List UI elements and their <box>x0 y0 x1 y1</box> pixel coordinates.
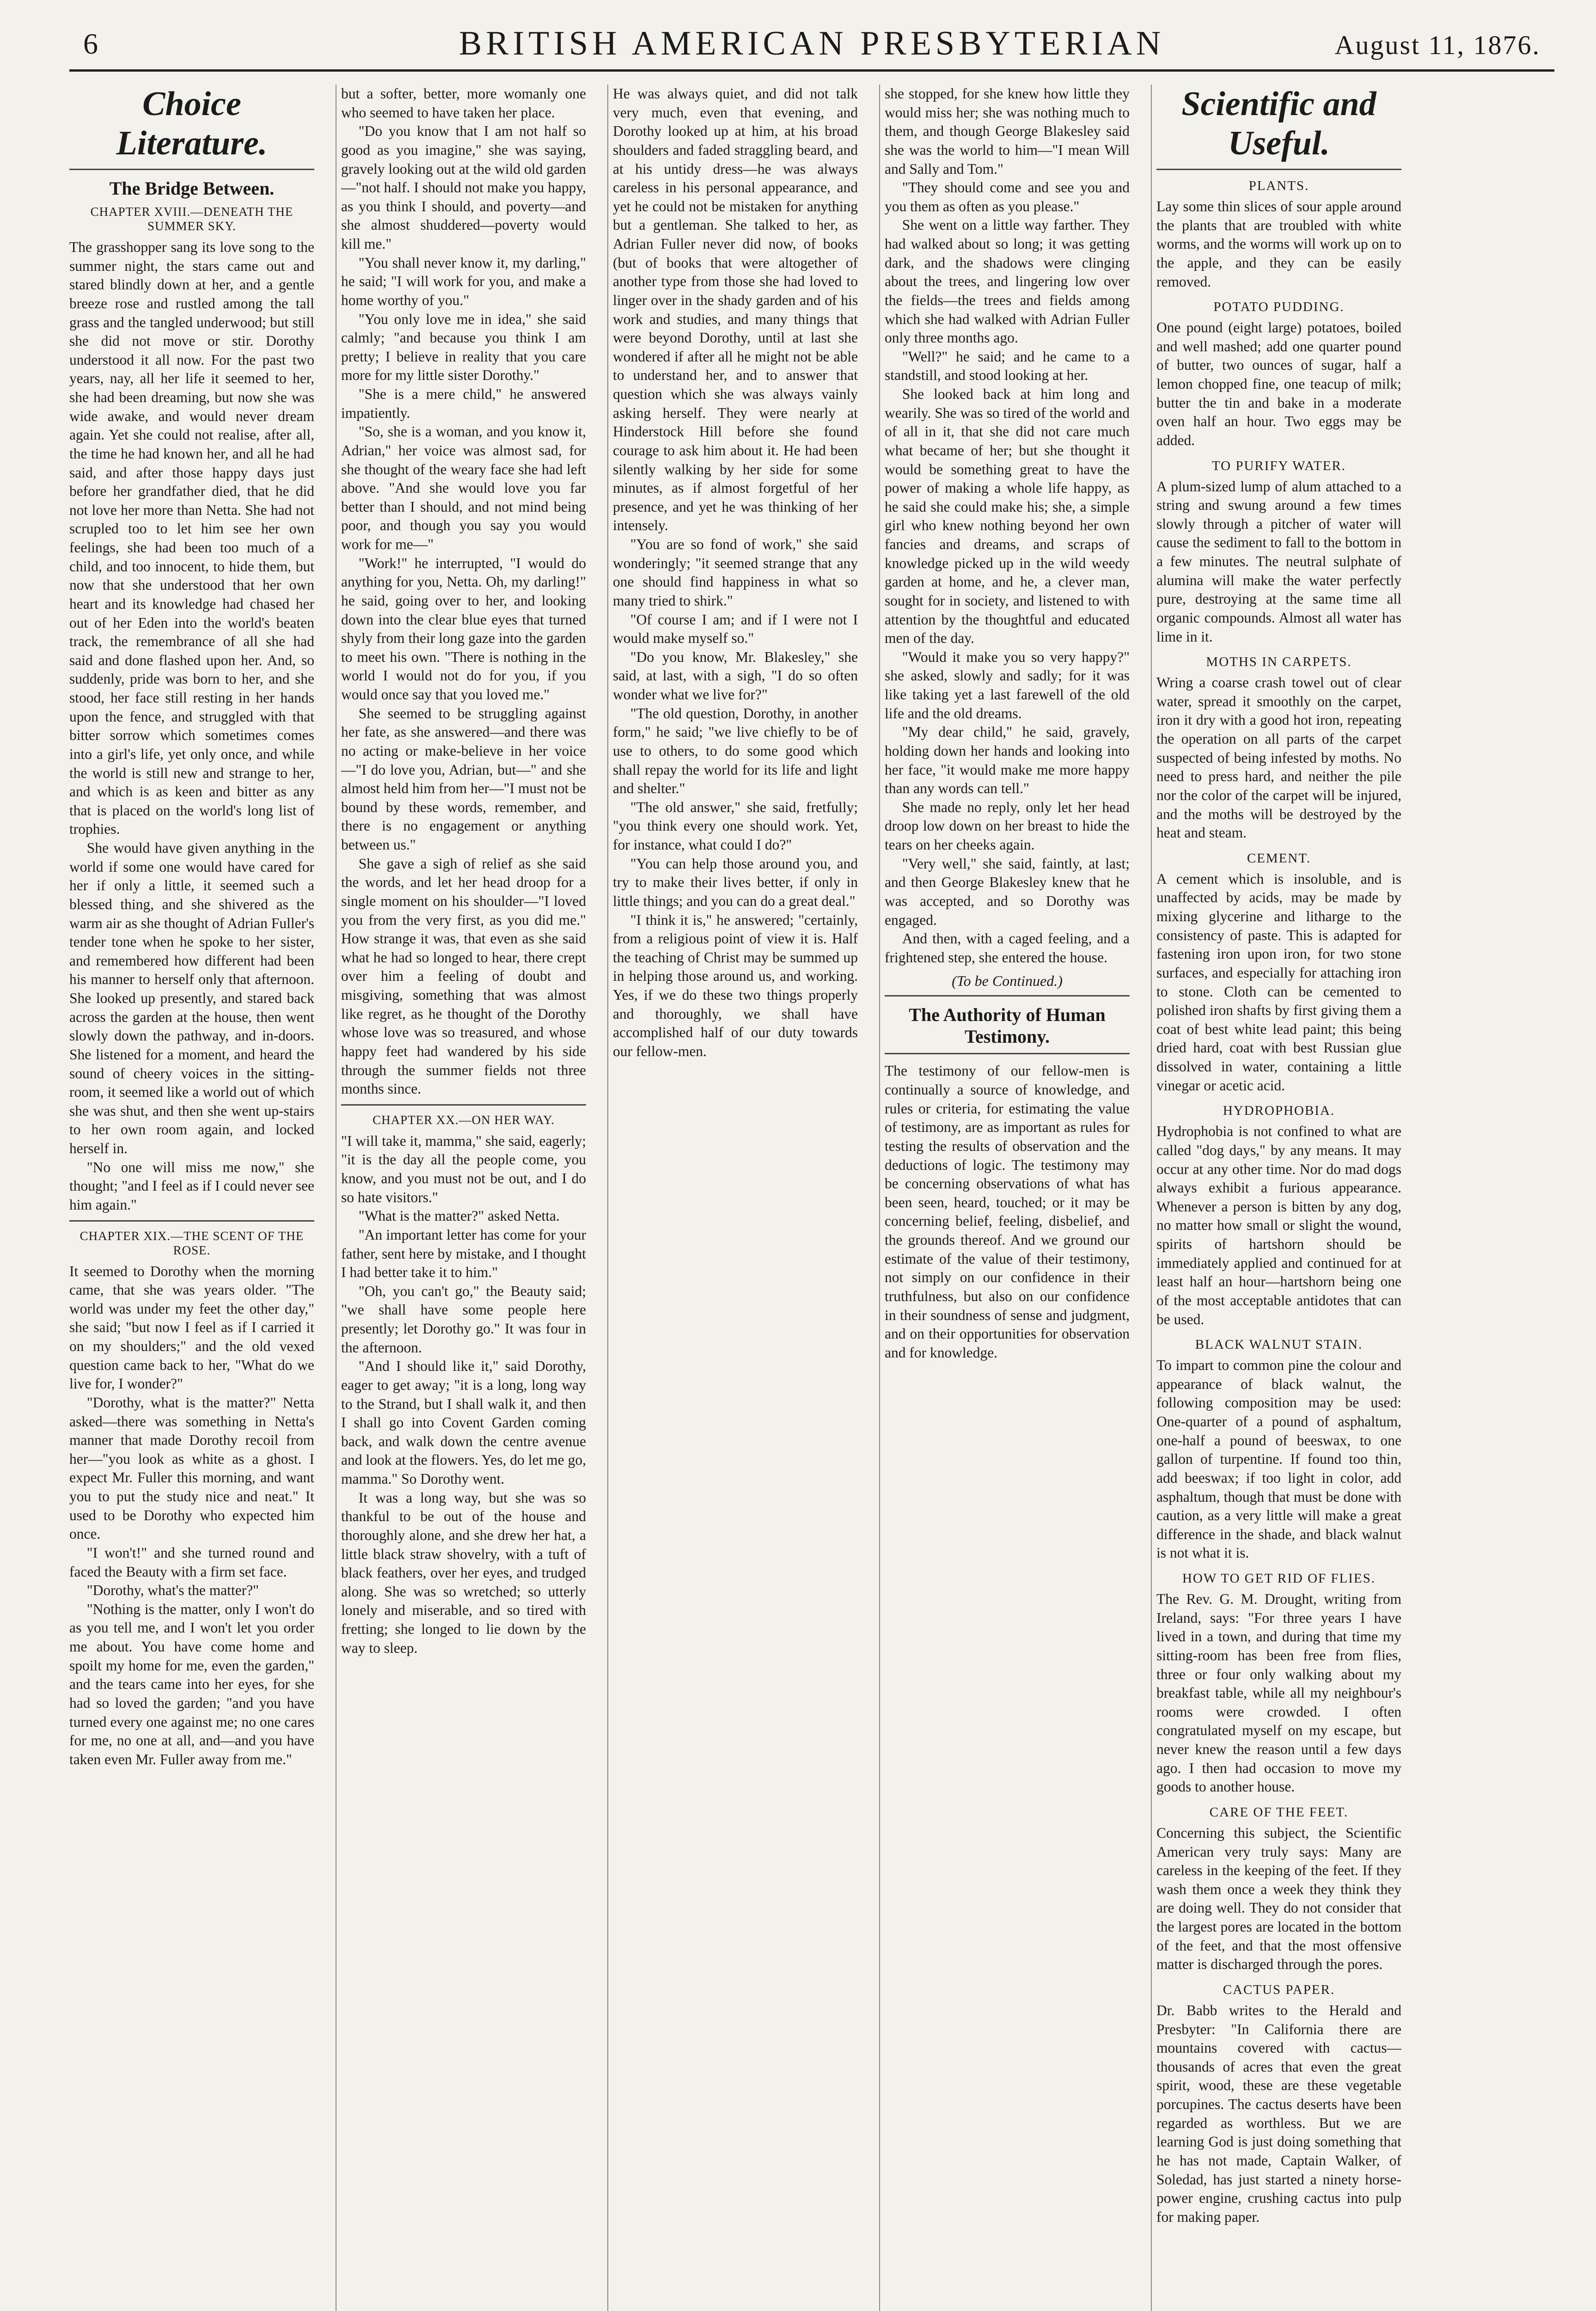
paragraph: but a softer, better, more womanly one who seemed to have taken her place. <box>341 86 586 121</box>
paragraph: "Very well," she said, faintly, at last; and then George Blakesley knew that he was accepted, and so Dorothy was engaged. <box>885 855 1130 928</box>
paragraph: "Of course I am; and if I were not I would make myself so." <box>613 611 858 647</box>
paragraph: "So, she is a woman, and you know it, Adrian," her voice was almost sad, for she thought of the weary face she had left above. "And she would love you far better than I should, and not mind being poor, and though you say you would work for me—" <box>341 423 586 552</box>
section-text: One pound (eight large) potatoes, boiled and well mashed; add one quarter pound of butter, two ounces of sugar, half a lemon chopped fine, one teacup of milk; butter the tin and bake in a moderate oven half an hour. Two eggs may be added. <box>1156 319 1401 448</box>
continued-note: (To be Continued.) <box>952 972 1063 990</box>
paragraph: It seemed to Dorothy when the morning came, that she was years older. "The world was under my feet the other day," she said; "but now I feel as if I carried it on my shoulders;" and the old vexed question came back to her, "What do we live for, I wonder?" <box>69 1263 314 1392</box>
paragraph: "Do you know that I am not half so good as you imagine," she was saying, gravely looking out at the wild old garden—"not half. I should not make you happy, as you think I should, and poverty—and she almost shuddered—poverty would kill me." <box>341 123 586 252</box>
section-heading: BLACK WALNUT STAIN. <box>1195 1337 1363 1352</box>
paragraph: "You can help those around you, and try to make their lives better, if only in little things; and you can do a great deal." <box>613 855 858 909</box>
paragraph: The grasshopper sang its love song to the summer night, the stars came out and stared blindly down at her, and a gentle breeze rose and rustled among the tall grass and the tangled underwood; but still she did not move or stir. Dorothy understood it all now. For the past two years, nay, all her life it seemed to her, she had been dreaming, but now she was wide awake, and would never dream again. Yet she could not realise, after all, the time he had known her, and all he had said, and after those happy days just before her grandfather died, that he did not love her more than Netta. She had not scrupled too to let him see her own feelings, she had been too much of a child, and too innocent, to hide them, but now that she understood that her own heart and its knowledge had chased her out of her Eden into the world's beaten track, the remembrance of all she had said and done flashed upon her. And, so suddenly, pride was born to her, and she stood, her face still resting in her hands upon the fence, and struggled with that bitter sorrow which sometimes comes into a girl's life, yet only once, and while the world is still new and strange to her, and which is as keen and bitter as any that is placed on the world's long list of trophies. <box>69 239 314 838</box>
section-heading: HOW TO GET RID OF FLIES. <box>1182 1571 1376 1586</box>
column-5 <box>1151 85 1401 2311</box>
section-heading: CACTUS PAPER. <box>1223 1982 1335 1997</box>
columns <box>69 85 1554 2311</box>
department-heading: Scientific and Useful. <box>1181 85 1376 162</box>
paragraph: She gave a sigh of relief as she said the words, and let her head droop for a single moment on his shoulder—"I loved you from the very first, as you did me." How strange it was, that even as she said what he had so longed to hear, there crept over him a feeling of doubt and misgiving, something that was almost like regret, as he thought of the Dorothy whose love was so treasured, and whose happy feet had wandered by his side through the summer fields not three months since. <box>341 855 586 1097</box>
section-heading: PLANTS. <box>1248 178 1309 193</box>
paragraph: "Well?" he said; and he came to a standstill, and stood looking at her. <box>885 348 1130 384</box>
paragraph: "I think it is," he answered; "certainly, from a religious point of view it is. Half the teaching of Christ may be summed up in helping those around us, and working. Yes, if we do these two things properly and thoroughly, we shall have accomplished half of our duty towards our fellow-men. <box>613 911 858 1059</box>
section-heading: HYDROPHOBIA. <box>1223 1103 1335 1119</box>
article-title: The Authority of Human Testimony. <box>909 1004 1106 1047</box>
paragraph: He was always quiet, and did not talk very much, even that evening, and Dorothy looked up at him, at his broad shoulders and faded straggling beard, and at his untidy dress—he was always careless in his personal appearance, and yet he could not be mistaken for anything but a gentleman. She talked to her, as Adrian Fuller never did now, of books (but of books that were altogether of another type from those she had loved to linger over in the shady garden and of his work and studies, and many things that were beyond Dorothy, until at last she wondered if after all he might not be able to understand her, and to answer that question which she was always vainly asking herself. They were nearly at Hinderstock Hill before she found courage to ask him about it. He had been silently walking by her side for some minutes, as if almost forgetful of her presence, and yet he was thinking of her intensely. <box>613 86 858 534</box>
paragraph: "I will take it, mamma," she said, eagerly; "it is the day all the people come, you know, and you must not be out, and I do so hate visitors." <box>341 1132 586 1205</box>
section-text: Hydrophobia is not confined to what are called "dog days," by any means. It may occur at any other time. Nor do mad dogs always exhibit a furious appearance. Whenever a person is bitten by any dog, no matter how small or slight the wound, spirits of hartshorn should be immediately applied and continued for at least half an hour—hartshorn being one of the most acceptable antidotes that can be used. <box>1156 1123 1401 1327</box>
paragraph: "The old question, Dorothy, in another form," he said; "we live chiefly to be of use to others, to do some good which shall repay the world for its life and light and shelter." <box>613 705 858 797</box>
paragraph: "And I should like it," said Dorothy, eager to get away; "it is a long, long way to the Strand, but I shall walk it, and then I shall go into Covent Garden coming back, and walk down the centre avenue and look at the flowers. Yes, do let me go, mamma." So Dorothy went. <box>341 1358 586 1487</box>
paragraph: "An important letter has come for your father, sent here by mistake, and I thought I had better take it to him." <box>341 1226 586 1281</box>
paragraph: "She is a mere child," he answered impatiently. <box>341 386 586 421</box>
divider <box>885 995 1130 997</box>
paragraph: "Oh, you can't go," the Beauty said; "we shall have some people here presently; let Dorothy go." It was four in the afternoon. <box>341 1283 586 1356</box>
column-4 <box>879 85 1130 2311</box>
divider <box>69 1220 314 1222</box>
paper-title: BRITISH AMERICAN PRESBYTERIAN <box>459 24 1165 62</box>
section-text: Concerning this subject, the Scientific American very truly says: Many are careless in the keeping of the feet. If they wash them once a week they think they are doing well. They do not consider that the largest pores are located in the bottom of the feet, and that the most offensive matter is discharged through the pores. <box>1156 1824 1401 1973</box>
department-heading: Choice Literature. <box>116 85 268 162</box>
column-1 <box>69 85 314 2311</box>
divider <box>1156 169 1401 170</box>
section-text: Wring a coarse crash towel out of clear water, spread it smoothly on the carpet, iron it dry with a good hot iron, repeating the operation on all parts of the carpet suspected of being infested by moths. No need to press hard, and neither the pile nor the color of the carpet will be injured, and the moths will be destroyed by the heat and steam. <box>1156 674 1401 841</box>
divider <box>69 169 314 170</box>
section-heading: CARE OF THE FEET. <box>1209 1804 1349 1820</box>
paragraph: "The old answer," she said, fretfully; "you think every one should work. Yet, for instance, what could I do?" <box>613 799 858 853</box>
chapter-heading: CHAPTER XIX.—THE SCENT OF THE ROSE. <box>79 1229 304 1257</box>
masthead <box>69 18 1554 72</box>
section-text: Dr. Babb writes to the Herald and Presbyter: "In California there are mountains covered with cactus—thousands of acres that even the great spirit, wood, these are these vegetable porcupines. The cactus deserts have been regarded as worthless. But we are learning God is just doing something that he has not made, Captain Walker, of Soledad, has just started a ninety horse-power engine, crushing cactus into pulp for making paper. <box>1156 2002 1401 2225</box>
section-heading: CEMENT. <box>1247 850 1311 866</box>
paragraph: "Nothing is the matter, only I won't do as you tell me, and I won't let you order me about. You have come home and spoilt my home for me, even the garden," and the tears came into her eyes, for she had so loved the garden; "and you have turned every one against me; no one cares for me, no one at all, and—and you have taken even Mr. Fuller away from me." <box>69 1601 314 1767</box>
story-title: The Bridge Between. <box>109 178 275 199</box>
section-text: To impart to common pine the colour and appearance of black walnut, the following composition may be used: One-quarter of a pound of asphaltum, one-half a pound of beeswax, to one gallon of turpentine. If found too thin, add beeswax; if too light in color, add asphaltum, though that must be done with caution, as a very little will make a great difference in the shade, and black walnut is not what it is. <box>1156 1357 1401 1561</box>
column-3 <box>607 85 858 2311</box>
page-number: 6 <box>83 27 98 60</box>
section-text: Lay some thin slices of sour apple around the plants that are troubled with white worms, and the worms will work up on to the apple, and they can be easily removed. <box>1156 198 1401 290</box>
divider <box>341 1104 586 1106</box>
section-text: A cement which is insoluble, and is unaffected by acids, may be made by mixing glycerine and litharge to the consistency of paste. This is adapted for fastening iron upon iron, for two stone surfaces, and especially for attaching iron to stone. Cloth can be cemented to polished iron shafts by first giving them a coat of best white lead paint; this being dried hard, coat with best Russian glue dissolved in water, containing a little vinegar or acetic acid. <box>1156 870 1401 1094</box>
section-text: The Rev. G. M. Drought, writing from Ireland, says: "For three years I have lived in a town, and during that time my sitting-room has been free from flies, three or four only walking about my breakfast table, while all my neighbour's rooms were crowded. I often congratulated myself on my escape, but never knew the reason until a few days ago. I then had occasion to move my goods to another house. <box>1156 1591 1401 1795</box>
paragraph: She went on a little way farther. They had walked about so long; it was getting dark, and the shadows were clinging about the trees, and lingering low over the fields—the trees and fields among which she had walked with Adrian Fuller only three months ago. <box>885 217 1130 346</box>
paragraph: "You only love me in idea," she said calmly; "and because you think I am pretty; I believe in reality that you care more for my little sister Dorothy." <box>341 311 586 384</box>
paragraph: The testimony of our fellow-men is continually a source of knowledge, and rules or criteria, for estimating the value of testimony, are as important as rules for testing the results of observation and the deductions of logic. The testimony may be concerning observations of what has been seen, heard, touched; or it may be concerning belief, feeling, disbelief, and the grounds thereof. And we ground our estimate of the value of their testimony, not simply on our confidence in their truthfulness, but also on our confidence in their soundness of sense and judgment, and on their opportunities for observation and for knowledge. <box>885 1063 1130 1361</box>
section-text: A plum-sized lump of alum attached to a string and swung around a few times slowly through a pitcher of water will cause the sediment to fall to the bottom in a few minutes. The neutral sulphate of alumina will make the water perfectly pure, destroying at the same time all organic compounds. Almost all water has lime in it. <box>1156 478 1401 645</box>
chapter-heading: CHAPTER XX.—ON HER WAY. <box>373 1113 555 1127</box>
paragraph: She looked back at him long and wearily. She was so tired of the world and of all in it, that she did not care much what became of her; but she thought it would be something great to have the power of making a whole life happy, as he said she could make his; she, a simple girl who knew nothing beyond her own fancies and dreams, and scraps of knowledge picked up in the wild weedy garden at home, and he, a clever man, sought for in society, and listened to with attention by the thoughtful and educated men of the day. <box>885 386 1130 647</box>
paragraph: "Dorothy, what's the matter?" <box>86 1582 259 1599</box>
paragraph: "Work!" he interrupted, "I would do anything for you, Netta. Oh, my darling!" he said, going over to her, and looking down into the clear blue eyes that turned shyly from their long gaze into the garden to meet his own. "There is nothing in the world I would not do for you, if you would once say that you loved me." <box>341 555 586 703</box>
paragraph: "You are so fond of work," she said wonderingly; "it seemed strange that any one should find happiness in what so many tried to shirk." <box>613 536 858 609</box>
paragraph: "My dear child," he said, gravely, holding down her hands and looking into her face, "it would make me more happy than any words can tell." <box>885 724 1130 797</box>
section-heading: TO PURIFY WATER. <box>1211 458 1346 473</box>
paragraph: she stopped, for she knew how little they would miss her; she was nothing much to them, and though George Blakesley said she was the world to him—"I mean Will and Sally and Tom." <box>885 86 1130 177</box>
paragraph: She seemed to be struggling against her fate, as she answered—and there was no acting or make-believe in her voice—"I do love you, Adrian, but—" and she almost held him from her—"I must not be bound by these words, remember, and there is no engagement or anything between us." <box>341 705 586 853</box>
paragraph: "They should come and see you and you them as often as you please." <box>885 179 1130 214</box>
paragraph: "Do you know, Mr. Blakesley," she said, at last, with a sigh, "I do so often wonder what we live for?" <box>613 648 858 703</box>
issue-date: August 11, 1876. <box>1334 30 1541 60</box>
column-2 <box>336 85 586 2311</box>
paragraph: "I won't!" and she turned round and faced the Beauty with a firm set face. <box>69 1544 314 1580</box>
paragraph: She would have given anything in the world if some one would have cared for her if only a little, it seemed such a blessed thing, and she shivered as the warm air as she thought of Adrian Fuller's tender tone when he spoke to her sister, and remembered how different had been his manner to herself only that afternoon. She looked up presently, and stared back across the garden at the house, then went slowly down the pathway, and in-doors. She listened for a moment, and heard the sound of cheery voices in the sitting-room, it seemed like a world out of which she was shut, and then she went up-stairs to her own room again, and locked herself in. <box>69 840 314 1156</box>
paragraph: It was a long way, but she was so thankful to be out of the house and thoroughly alone, and she drew her hat, a little black straw shovelry, with a tuft of black feathers, over her eyes, and trudged along. She was so wretched; so utterly lonely and miserable, and so tired with fretting; she longed to lie down by the way to sleep. <box>341 1489 586 1656</box>
paragraph: And then, with a caged feeling, and a frightened step, she entered the house. <box>885 930 1130 966</box>
paragraph: She made no reply, only let her head droop low down on her breast to hide the tears on her cheeks again. <box>885 799 1130 853</box>
paragraph: "What is the matter?" asked Netta. <box>358 1208 560 1224</box>
paragraph: "Would it make you so very happy?" she asked, slowly and sadly; for it was like taking yet a last farewell of the old life and the old dreams. <box>885 648 1130 721</box>
chapter-heading: CHAPTER XVIII.—DENEATH THE SUMMER SKY. <box>90 205 294 233</box>
paragraph: "Dorothy, what is the matter?" Netta asked—there was something in Netta's manner that made Dorothy recoil from her—"you look as white as a ghost. I expect Mr. Fuller this morning, and want you to put the study nice and neat." It used to be Dorothy who expected him once. <box>69 1394 314 1542</box>
divider <box>885 1053 1130 1054</box>
paragraph: "No one will miss me now," she thought; "and I feel as if I could never see him again." <box>69 1159 314 1213</box>
section-heading: MOTHS IN CARPETS. <box>1206 654 1352 670</box>
paragraph: "You shall never know it, my darling," he said; "I will work for you, and make a home worthy of you." <box>341 254 586 308</box>
section-heading: POTATO PUDDING. <box>1213 300 1345 315</box>
